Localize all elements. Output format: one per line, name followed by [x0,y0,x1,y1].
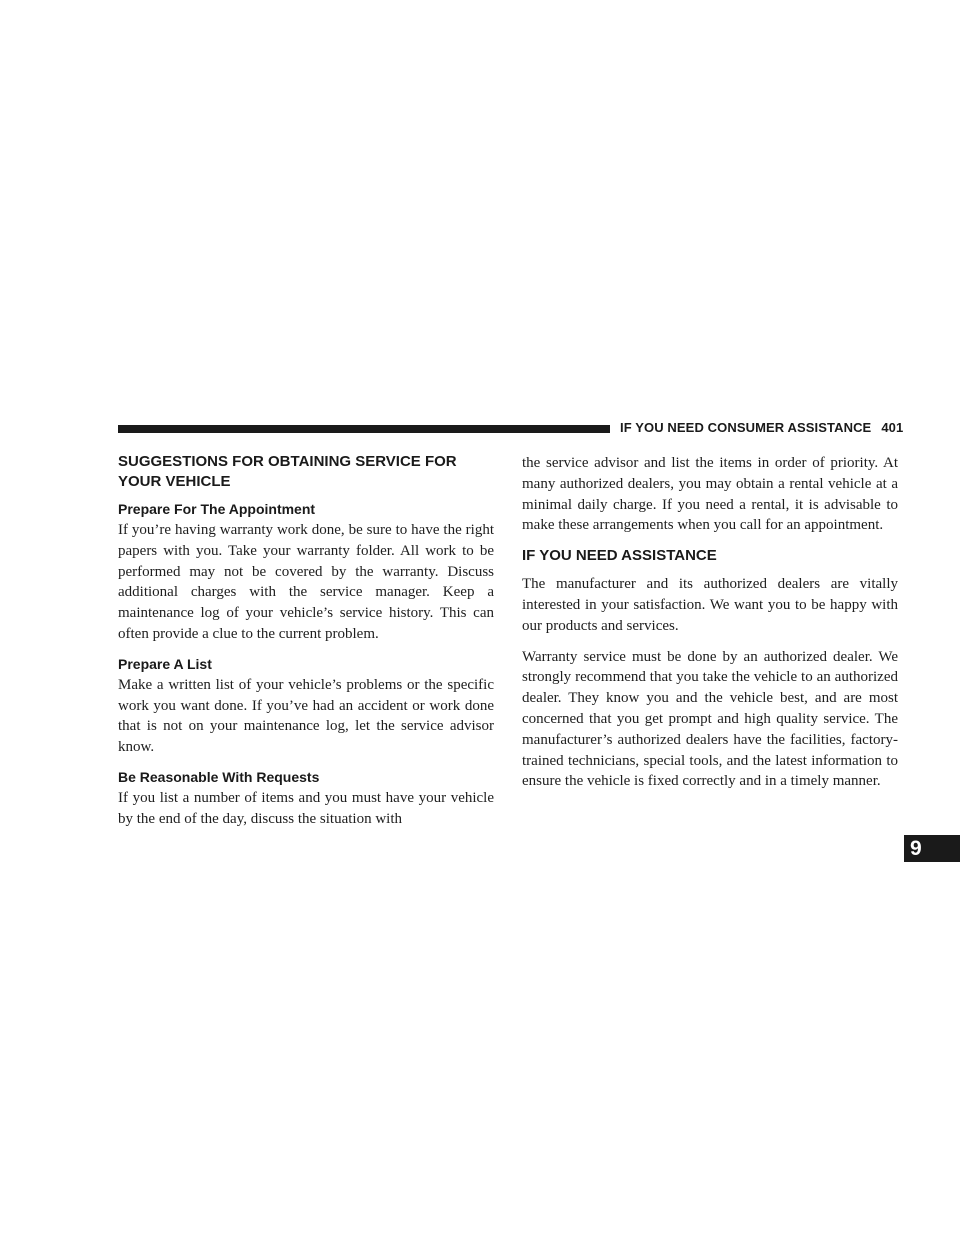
subheading-prepare-appointment: Prepare For The Appointment [118,501,316,517]
subheading-reasonable-requests: Be Reasonable With Requests [118,768,320,785]
paragraph-prepare-appointment: If you’re having warranty work done, be sure to have the right papers with you. Take your warranty folder. All work to be performed may not be covered by the warranty. Discuss additional charges with the service manager. Keep a maintenance log of your vehicle’s service history. This can often provide a clue to the current problem. [118,522,494,642]
running-header [620,420,903,435]
page-number: 401 [881,420,904,435]
chapter-tab: 9 [904,835,960,862]
paragraph-assistance-2: Warranty service must be done by an authorized dealer. We strongly recommend that you take the vehicle to an authorized dealer. They know you and the vehicle best, and are most concerned that you get prompt and high quality service. The manufacturer’s authorized dealers have the facilities, factory-trained technicians, special tools, and the latest information to ensure the vehicle is fixed correctly and in a timely manner. [522,648,898,790]
paragraph-reasonable-requests: If you list a number of items and you must have your vehicle by the end of the day, discuss the situation with [118,789,494,827]
running-header-title: IF YOU NEED CONSUMER ASSISTANCE [620,420,872,435]
subheading-prepare-list: Prepare A List [118,655,212,672]
section-title-assistance: IF YOU NEED ASSISTANCE [522,547,717,565]
paragraph-continuation: the service advisor and list the items in order of priority. At many authorized dealers, you may obtain a rental vehicle at a minimal daily charge. If you need a rental, it is advisable to make these arrangements when you call for an appointment. [522,455,898,534]
section-title-service: SUGGESTIONS FOR OBTAINING SERVICE FOR YOUR VEHICLE [118,453,457,490]
left-column [118,452,494,840]
header-rule [118,425,610,433]
right-column [522,453,898,802]
paragraph-assistance-1: The manufacturer and its authorized dealers are vitally interested in your satisfaction. We want you to be happy with our products and services. [522,576,898,634]
paragraph-prepare-list: Make a written list of your vehicle’s problems or the specific work you want done. If you’ve had an accident or work done that is not on your maintenance log, let the service advisor know. [118,676,494,756]
